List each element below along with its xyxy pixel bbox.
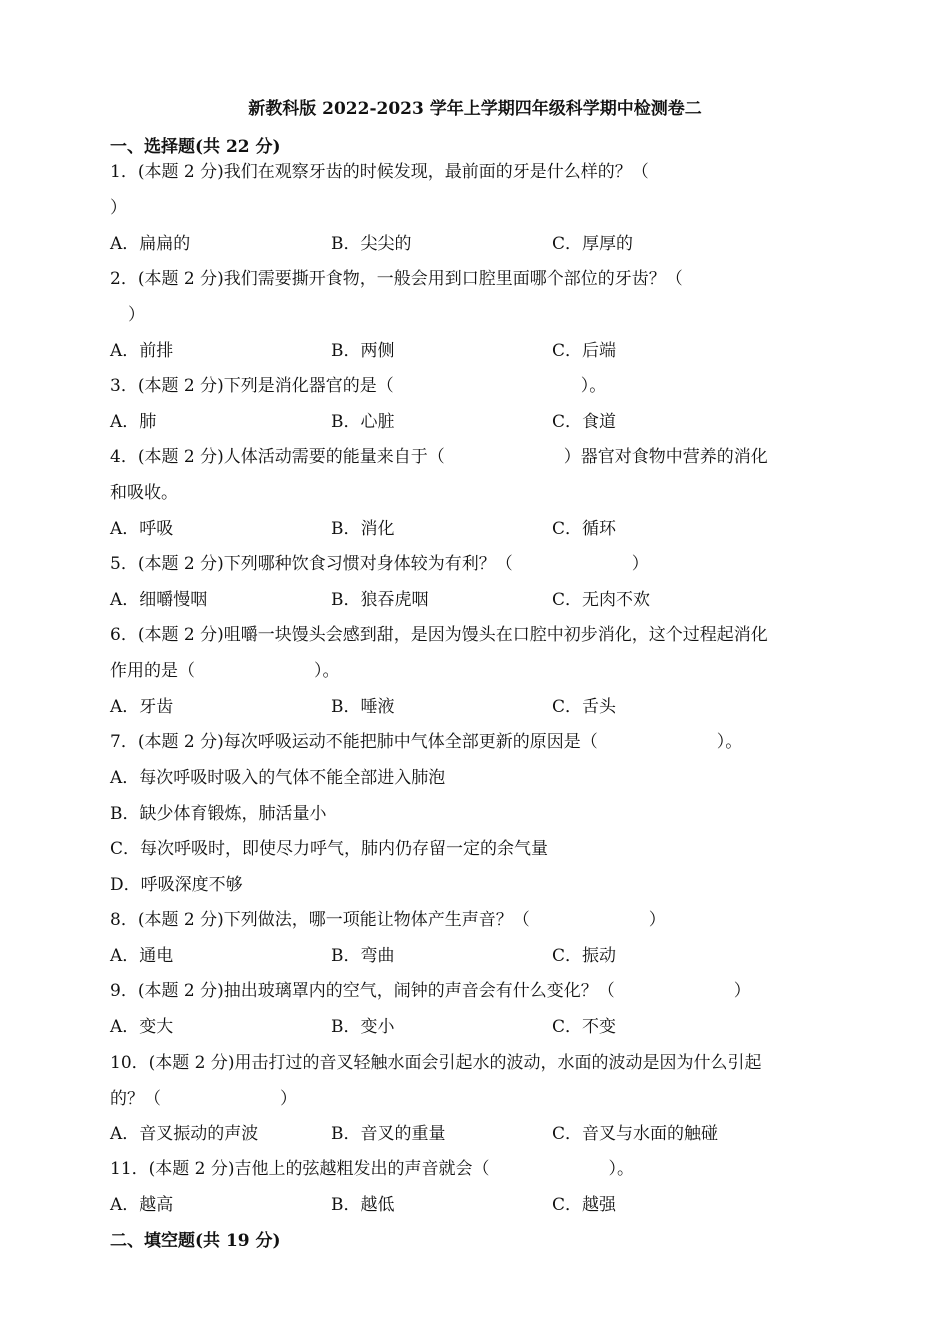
question-6-stem-cont: 作用的是（ ）。 bbox=[110, 661, 340, 681]
question-10-option-c: C．音叉与水面的触碰 bbox=[552, 1124, 719, 1144]
question-2-stem: 2．(本题 2 分)我们需要撕开食物，一般会用到口腔里面哪个部位的牙齿？（ bbox=[110, 269, 683, 289]
question-4-option-b: B．消化 bbox=[331, 519, 395, 539]
question-3-option-c: C．食道 bbox=[552, 412, 617, 432]
question-9-option-b: B．变小 bbox=[331, 1017, 395, 1037]
question-7-stem: 7．(本题 2 分)每次呼吸运动不能把肺中气体全部更新的原因是（ ）。 bbox=[110, 732, 743, 752]
question-2-option-b: B．两侧 bbox=[331, 341, 395, 361]
question-1-stem-cont: ） bbox=[110, 198, 127, 218]
question-11-option-a: A．越高 bbox=[110, 1195, 174, 1215]
question-9-stem: 9．(本题 2 分)抽出玻璃罩内的空气，闹钟的声音会有什么变化？（ ） bbox=[110, 981, 751, 1001]
question-6-option-b: B．唾液 bbox=[331, 697, 395, 717]
question-7-option-b: B．缺少体育锻炼，肺活量小 bbox=[110, 804, 327, 824]
question-1-option-a: A．扁扁的 bbox=[110, 234, 191, 254]
question-8-option-b: B．弯曲 bbox=[331, 946, 395, 966]
question-3-stem: 3．(本题 2 分)下列是消化器官的是（ ）。 bbox=[110, 376, 607, 396]
question-1-option-c: C．厚厚的 bbox=[552, 234, 634, 254]
question-10-stem: 10．(本题 2 分)用击打过的音叉轻触水面会引起水的波动，水面的波动是因为什么引起 bbox=[110, 1053, 762, 1073]
page-title: 新教科版 2022-2023 学年上学期四年级科学期中检测卷二 bbox=[248, 99, 702, 119]
question-2-stem-cont: ） bbox=[128, 305, 145, 325]
question-10-option-a: A．音叉振动的声波 bbox=[110, 1124, 259, 1144]
question-6-option-a: A．牙齿 bbox=[110, 697, 174, 717]
question-10-option-b: B．音叉的重量 bbox=[331, 1124, 446, 1144]
question-11-option-c: C．越强 bbox=[552, 1195, 617, 1215]
question-8-option-a: A．通电 bbox=[110, 946, 174, 966]
question-5-option-a: A．细嚼慢咽 bbox=[110, 590, 208, 610]
question-7-option-d: D．呼吸深度不够 bbox=[110, 875, 243, 895]
question-4-option-a: A．呼吸 bbox=[110, 519, 174, 539]
question-8-option-c: C．振动 bbox=[552, 946, 617, 966]
question-9-option-c: C．不变 bbox=[552, 1017, 617, 1037]
question-4-stem-cont: 和吸收。 bbox=[110, 483, 178, 503]
question-11-stem: 11．(本题 2 分)吉他上的弦越粗发出的声音就会（ ）。 bbox=[110, 1159, 635, 1179]
question-7-option-c: C．每次呼吸时，即使尽力呼气，肺内仍存留一定的余气量 bbox=[110, 839, 549, 859]
question-11-option-b: B．越低 bbox=[331, 1195, 395, 1215]
question-5-option-b: B．狼吞虎咽 bbox=[331, 590, 429, 610]
section-heading-choice: 一、选择题(共 22 分) bbox=[110, 137, 281, 157]
question-9-option-a: A．变大 bbox=[110, 1017, 174, 1037]
question-3-option-b: B．心脏 bbox=[331, 412, 395, 432]
question-6-option-c: C．舌头 bbox=[552, 697, 617, 717]
question-4-option-c: C．循环 bbox=[552, 519, 617, 539]
question-3-option-a: A．肺 bbox=[110, 412, 157, 432]
question-5-option-c: C．无肉不欢 bbox=[552, 590, 651, 610]
question-8-stem: 8．(本题 2 分)下列做法，哪一项能让物体产生声音？（ ） bbox=[110, 910, 666, 930]
section-heading-fill: 二、填空题(共 19 分) bbox=[110, 1231, 281, 1251]
question-7-option-a: A．每次呼吸时吸入的气体不能全部进入肺泡 bbox=[110, 768, 446, 788]
question-2-option-a: A．前排 bbox=[110, 341, 174, 361]
question-1-option-b: B．尖尖的 bbox=[331, 234, 412, 254]
question-4-stem: 4．(本题 2 分)人体活动需要的能量来自于（ ）器官对食物中营养的消化 bbox=[110, 447, 768, 467]
question-10-stem-cont: 的？（ ） bbox=[110, 1089, 297, 1109]
question-6-stem: 6．(本题 2 分)咀嚼一块馒头会感到甜，是因为馒头在口腔中初步消化，这个过程起消化 bbox=[110, 625, 768, 645]
question-2-option-c: C．后端 bbox=[552, 341, 617, 361]
question-5-stem: 5．(本题 2 分)下列哪种饮食习惯对身体较为有利？（ ） bbox=[110, 554, 649, 574]
question-1-stem: 1．(本题 2 分)我们在观察牙齿的时候发现，最前面的牙是什么样的？（ bbox=[110, 162, 649, 182]
